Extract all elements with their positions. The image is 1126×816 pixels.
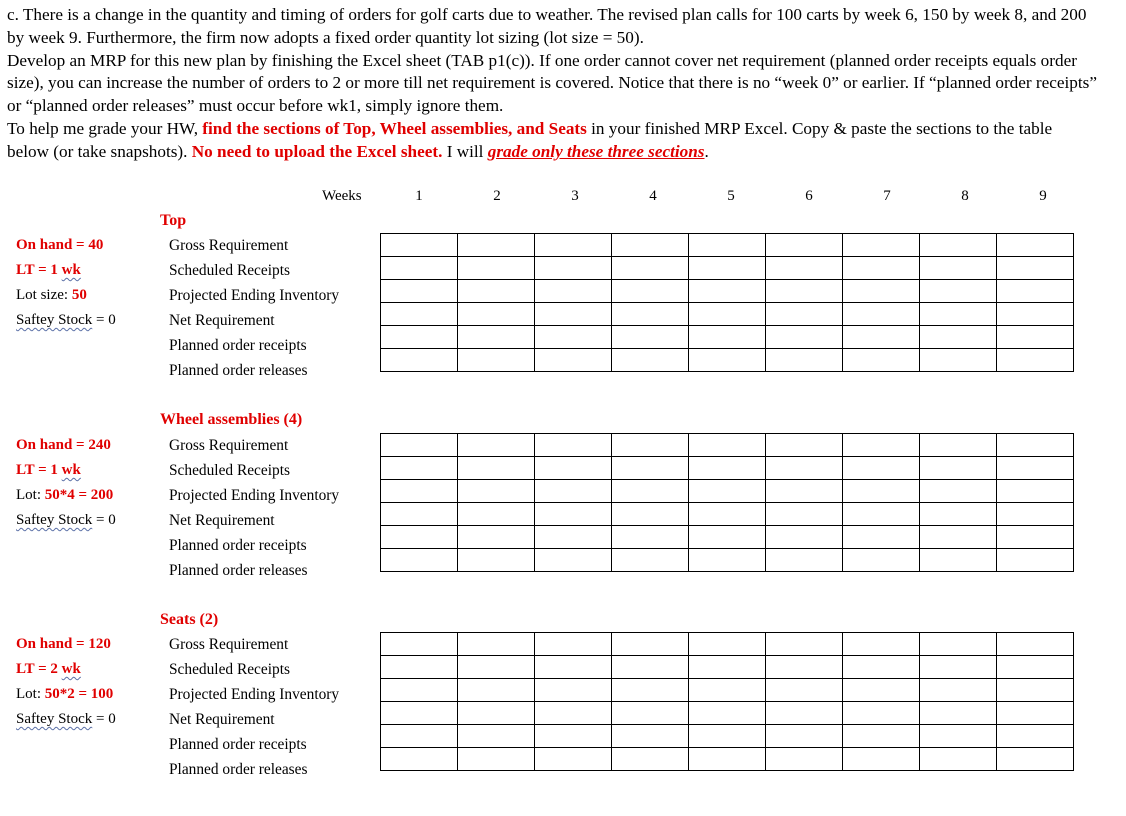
grid-row: [381, 633, 1074, 656]
grid-cell[interactable]: [458, 280, 535, 303]
safety-label: Saftey Stock: [16, 312, 93, 328]
safety-stock: [16, 312, 116, 329]
grid-cell[interactable]: [689, 549, 766, 572]
lot-size: [16, 686, 113, 703]
grid-cell[interactable]: [766, 434, 843, 457]
grid-cell[interactable]: [997, 725, 1074, 748]
row-label-planned-receipts: Planned order receipts: [169, 736, 307, 753]
row-label-planned-receipts: Planned order receipts: [169, 337, 307, 354]
grid-cell[interactable]: [997, 748, 1074, 771]
grid-cell[interactable]: [689, 503, 766, 526]
grid-cell[interactable]: [535, 503, 612, 526]
week-number: 9: [1039, 188, 1047, 204]
grid-cell[interactable]: [689, 526, 766, 549]
grid-cell[interactable]: [997, 457, 1074, 480]
grid-cell[interactable]: [920, 257, 997, 280]
lot-size: [16, 287, 87, 304]
row-label-projected-inventory: Projected Ending Inventory: [169, 487, 340, 504]
grid-cell[interactable]: [689, 257, 766, 280]
grid-cell[interactable]: [381, 679, 458, 702]
grid-row: [381, 656, 1074, 679]
row-label-planned-releases: Planned order releases: [169, 761, 308, 778]
grid-cell[interactable]: [535, 549, 612, 572]
grid-cell[interactable]: [766, 633, 843, 656]
on-hand: On hand = 120: [16, 636, 111, 652]
grid-cell[interactable]: [458, 234, 535, 257]
grid-cell[interactable]: [920, 326, 997, 349]
grid-cell[interactable]: [997, 280, 1074, 303]
grid-cell[interactable]: [535, 702, 612, 725]
safety-value: = 0: [92, 312, 116, 328]
grid-row: [381, 280, 1074, 303]
grid-cell[interactable]: [920, 503, 997, 526]
grid-cell[interactable]: [766, 702, 843, 725]
grid-cell[interactable]: [843, 280, 920, 303]
row-label-projected-inventory: Projected Ending Inventory: [169, 287, 340, 304]
safety-label: Saftey Stock: [16, 512, 93, 528]
grid-cell[interactable]: [766, 280, 843, 303]
row-label-scheduled-receipts: Scheduled Receipts: [169, 262, 290, 279]
lot-value: 50: [71, 287, 87, 303]
grid-cell[interactable]: [843, 457, 920, 480]
grid-cell[interactable]: [766, 679, 843, 702]
grid-cell[interactable]: [997, 679, 1074, 702]
weeks-label: Weeks: [322, 188, 362, 204]
grid-cell[interactable]: [766, 349, 843, 372]
grid-row: [381, 480, 1074, 503]
lead-time: [16, 262, 81, 279]
grid-cell[interactable]: [689, 679, 766, 702]
grid-cell[interactable]: [612, 633, 689, 656]
lead-time: [16, 661, 81, 678]
section-title: Wheel assemblies (4): [160, 411, 303, 428]
grid-cell[interactable]: [458, 457, 535, 480]
grid-cell[interactable]: [920, 748, 997, 771]
grid-cell[interactable]: [766, 257, 843, 280]
grid-cell[interactable]: [458, 349, 535, 372]
grid-row: [381, 526, 1074, 549]
grid-cell[interactable]: [381, 549, 458, 572]
grid-cell[interactable]: [997, 480, 1074, 503]
grid-cell[interactable]: [612, 303, 689, 326]
grid-cell[interactable]: [689, 234, 766, 257]
mrp-grid-top: [380, 233, 1074, 372]
grid-cell[interactable]: [458, 679, 535, 702]
lead-time: [16, 462, 81, 479]
grid-cell[interactable]: [843, 349, 920, 372]
grid-cell[interactable]: [458, 257, 535, 280]
grid-cell[interactable]: [535, 633, 612, 656]
lead-time-unit: wk: [61, 262, 81, 278]
row-label-net-requirement: Net Requirement: [169, 512, 275, 529]
grid-cell[interactable]: [612, 326, 689, 349]
grid-cell[interactable]: [997, 656, 1074, 679]
grid-cell[interactable]: [920, 679, 997, 702]
grid-cell[interactable]: [612, 434, 689, 457]
grid-cell[interactable]: [535, 303, 612, 326]
grid-row: [381, 725, 1074, 748]
row-label-projected-inventory: Projected Ending Inventory: [169, 686, 340, 703]
grid-cell[interactable]: [689, 349, 766, 372]
grid-cell[interactable]: [535, 234, 612, 257]
grid-cell[interactable]: [920, 280, 997, 303]
grid-cell[interactable]: [766, 326, 843, 349]
grid-cell[interactable]: [689, 280, 766, 303]
grid-cell[interactable]: [535, 326, 612, 349]
grid-cell[interactable]: [689, 656, 766, 679]
grid-cell[interactable]: [766, 457, 843, 480]
grid-cell[interactable]: [612, 526, 689, 549]
grid-cell[interactable]: [612, 549, 689, 572]
instruction-text: I will: [442, 141, 488, 161]
lot-label: Lot size:: [16, 287, 72, 303]
lead-time-value: LT = 1: [16, 462, 62, 478]
week-number: 1: [415, 188, 423, 204]
grid-cell[interactable]: [612, 480, 689, 503]
safety-stock: [16, 512, 116, 529]
grid-cell[interactable]: [689, 748, 766, 771]
grid-cell[interactable]: [458, 326, 535, 349]
grid-cell[interactable]: [458, 656, 535, 679]
grid-cell[interactable]: [997, 633, 1074, 656]
grid-cell[interactable]: [997, 526, 1074, 549]
week-number: 2: [493, 188, 501, 204]
grid-cell[interactable]: [997, 434, 1074, 457]
grid-cell[interactable]: [920, 549, 997, 572]
grid-cell[interactable]: [535, 480, 612, 503]
grid-cell[interactable]: [997, 303, 1074, 326]
grid-cell[interactable]: [458, 549, 535, 572]
grid-row: [381, 434, 1074, 457]
grid-row: [381, 748, 1074, 771]
grid-cell[interactable]: [689, 725, 766, 748]
grid-cell[interactable]: [843, 303, 920, 326]
grid-cell[interactable]: [843, 480, 920, 503]
instruction-paragraph-1: c. There is a change in the quantity and timing of orders for golf carts due to weather. The revised plan calls for 100 carts by week 6, 150 by week 8, and 200 by week 9. Furthermore, the firm now adopts a fixed order quantity lot sizing (lot size = 50).: [7, 5, 1087, 47]
grid-cell[interactable]: [381, 656, 458, 679]
grid-row: [381, 349, 1074, 372]
grid-cell[interactable]: [381, 633, 458, 656]
grid-cell[interactable]: [689, 303, 766, 326]
grid-cell[interactable]: [381, 326, 458, 349]
grid-cell[interactable]: [920, 656, 997, 679]
instruction-text: .: [704, 141, 709, 161]
safety-value: = 0: [92, 711, 116, 727]
grid-cell[interactable]: [689, 434, 766, 457]
grid-cell[interactable]: [381, 303, 458, 326]
row-label-planned-releases: Planned order releases: [169, 562, 308, 579]
grid-cell[interactable]: [997, 503, 1074, 526]
grid-cell[interactable]: [458, 526, 535, 549]
lead-time-value: LT = 1: [16, 262, 62, 278]
grid-cell[interactable]: [997, 349, 1074, 372]
instructions: [7, 4, 1097, 164]
grid-cell[interactable]: [458, 434, 535, 457]
grid-cell[interactable]: [920, 725, 997, 748]
grid-cell[interactable]: [843, 326, 920, 349]
lead-time-unit: wk: [61, 462, 81, 478]
grid-cell[interactable]: [843, 503, 920, 526]
grid-cell[interactable]: [843, 526, 920, 549]
grid-cell[interactable]: [997, 326, 1074, 349]
instruction-text: in your finished MRP Excel. Copy & paste the sections to the table below (or take snapshots).: [7, 118, 1053, 161]
grid-cell[interactable]: [843, 549, 920, 572]
grid-cell[interactable]: [612, 457, 689, 480]
grid-row: [381, 549, 1074, 572]
week-number: 5: [727, 188, 735, 204]
grid-cell[interactable]: [381, 748, 458, 771]
grid-cell[interactable]: [458, 503, 535, 526]
row-label-planned-releases: Planned order releases: [169, 362, 308, 379]
lot-label: Lot:: [16, 686, 45, 702]
grid-cell[interactable]: [612, 280, 689, 303]
instruction-paragraph-2: Develop an MRP for this new plan by finishing the Excel sheet (TAB p1(c)). If one order cannot cover net requirement (planned order receipts equals order size), you can increase the number of orders to 2 or more till net requirement is covered. Notice that there is no “week 0” or earlier. If “planned order receipts” or “planned order releases” must occur before wk1, simply ignore them.: [7, 50, 1097, 116]
week-number: 6: [805, 188, 813, 204]
grid-cell[interactable]: [843, 702, 920, 725]
row-label-planned-receipts: Planned order receipts: [169, 537, 307, 554]
grid-cell[interactable]: [843, 656, 920, 679]
grid-cell[interactable]: [535, 434, 612, 457]
grid-cell[interactable]: [766, 748, 843, 771]
week-number: 3: [571, 188, 579, 204]
grid-cell[interactable]: [381, 457, 458, 480]
row-label-gross-requirement: Gross Requirement: [169, 437, 289, 454]
safety-label: Saftey Stock: [16, 711, 93, 727]
grid-cell[interactable]: [920, 480, 997, 503]
grid-cell[interactable]: [381, 257, 458, 280]
grid-cell[interactable]: [612, 679, 689, 702]
safety-value: = 0: [92, 512, 116, 528]
grid-cell[interactable]: [612, 234, 689, 257]
on-hand: On hand = 240: [16, 437, 111, 453]
grid-cell[interactable]: [612, 702, 689, 725]
grid-cell[interactable]: [689, 702, 766, 725]
section-title: Top: [160, 212, 187, 229]
instruction-highlight: find the sections of Top, Wheel assemblies, and Seats: [202, 118, 587, 138]
lot-value: 50*4 = 200: [44, 487, 114, 503]
grid-cell[interactable]: [843, 633, 920, 656]
grid-cell[interactable]: [689, 480, 766, 503]
grid-cell[interactable]: [843, 748, 920, 771]
grid-cell[interactable]: [535, 526, 612, 549]
grid-cell[interactable]: [920, 234, 997, 257]
grid-row: [381, 702, 1074, 725]
grid-cell[interactable]: [535, 349, 612, 372]
grid-cell[interactable]: [535, 679, 612, 702]
grid-cell[interactable]: [458, 633, 535, 656]
section-title: Seats (2): [160, 611, 219, 628]
grid-cell[interactable]: [612, 349, 689, 372]
grid-cell[interactable]: [766, 549, 843, 572]
grid-row: [381, 326, 1074, 349]
grid-cell[interactable]: [843, 725, 920, 748]
grid-cell[interactable]: [381, 434, 458, 457]
grid-cell[interactable]: [381, 280, 458, 303]
lead-time-value: LT = 2: [16, 661, 62, 677]
grid-cell[interactable]: [843, 679, 920, 702]
grid-cell[interactable]: [997, 234, 1074, 257]
lot-label: Lot:: [16, 487, 45, 503]
grid-cell[interactable]: [920, 457, 997, 480]
grid-cell[interactable]: [920, 349, 997, 372]
grid-cell[interactable]: [535, 257, 612, 280]
row-label-net-requirement: Net Requirement: [169, 711, 275, 728]
grid-cell[interactable]: [612, 656, 689, 679]
grid-cell[interactable]: [535, 457, 612, 480]
grid-cell[interactable]: [766, 303, 843, 326]
grid-cell[interactable]: [689, 457, 766, 480]
grid-cell[interactable]: [381, 702, 458, 725]
grid-cell[interactable]: [535, 748, 612, 771]
instruction-text: To help me grade your HW,: [7, 118, 203, 138]
grid-cell[interactable]: [458, 725, 535, 748]
grid-cell[interactable]: [535, 656, 612, 679]
grid-cell[interactable]: [612, 748, 689, 771]
weeks-header: [0, 186, 1126, 208]
grid-cell[interactable]: [458, 303, 535, 326]
grid-cell[interactable]: [689, 633, 766, 656]
grid-cell[interactable]: [535, 280, 612, 303]
week-number: 7: [883, 188, 891, 204]
grid-cell[interactable]: [612, 725, 689, 748]
grid-cell[interactable]: [381, 480, 458, 503]
instruction-paragraph-3: [7, 118, 1097, 164]
grid-cell[interactable]: [843, 434, 920, 457]
grid-cell[interactable]: [458, 748, 535, 771]
grid-cell[interactable]: [920, 303, 997, 326]
grid-cell[interactable]: [535, 725, 612, 748]
mrp-grid-seats: [380, 632, 1074, 771]
grid-cell[interactable]: [997, 257, 1074, 280]
grid-cell[interactable]: [766, 725, 843, 748]
grid-cell[interactable]: [766, 234, 843, 257]
grid-cell[interactable]: [920, 434, 997, 457]
row-label-scheduled-receipts: Scheduled Receipts: [169, 661, 290, 678]
instruction-emphasis: grade only these three sections: [487, 141, 705, 161]
grid-cell[interactable]: [766, 526, 843, 549]
grid-cell[interactable]: [843, 257, 920, 280]
grid-cell[interactable]: [766, 656, 843, 679]
grid-row: [381, 303, 1074, 326]
row-label-scheduled-receipts: Scheduled Receipts: [169, 462, 290, 479]
grid-cell[interactable]: [381, 503, 458, 526]
mrp-grid-wheel-assemblies: [380, 433, 1074, 572]
week-number: 4: [649, 188, 657, 204]
lead-time-unit: wk: [61, 661, 81, 677]
row-label-gross-requirement: Gross Requirement: [169, 237, 289, 254]
grid-cell[interactable]: [381, 234, 458, 257]
safety-stock: [16, 711, 116, 728]
grid-cell[interactable]: [458, 480, 535, 503]
grid-cell[interactable]: [920, 633, 997, 656]
on-hand: On hand = 40: [16, 237, 104, 253]
grid-row: [381, 234, 1074, 257]
lot-value: 50*2 = 100: [44, 686, 114, 702]
grid-cell[interactable]: [920, 702, 997, 725]
grid-cell[interactable]: [612, 503, 689, 526]
grid-cell[interactable]: [997, 549, 1074, 572]
grid-cell[interactable]: [920, 526, 997, 549]
grid-cell[interactable]: [766, 503, 843, 526]
grid-cell[interactable]: [381, 725, 458, 748]
grid-row: [381, 503, 1074, 526]
grid-cell[interactable]: [381, 526, 458, 549]
grid-cell[interactable]: [381, 349, 458, 372]
grid-cell[interactable]: [843, 234, 920, 257]
grid-row: [381, 679, 1074, 702]
grid-row: [381, 457, 1074, 480]
row-label-net-requirement: Net Requirement: [169, 312, 275, 329]
row-label-gross-requirement: Gross Requirement: [169, 636, 289, 653]
week-number: 8: [961, 188, 969, 204]
lot-size: [16, 487, 113, 504]
grid-cell[interactable]: [766, 480, 843, 503]
grid-row: [381, 257, 1074, 280]
grid-cell[interactable]: [612, 257, 689, 280]
grid-cell[interactable]: [689, 326, 766, 349]
grid-cell[interactable]: [997, 702, 1074, 725]
instruction-highlight: No need to upload the Excel sheet.: [191, 141, 443, 161]
grid-cell[interactable]: [458, 702, 535, 725]
